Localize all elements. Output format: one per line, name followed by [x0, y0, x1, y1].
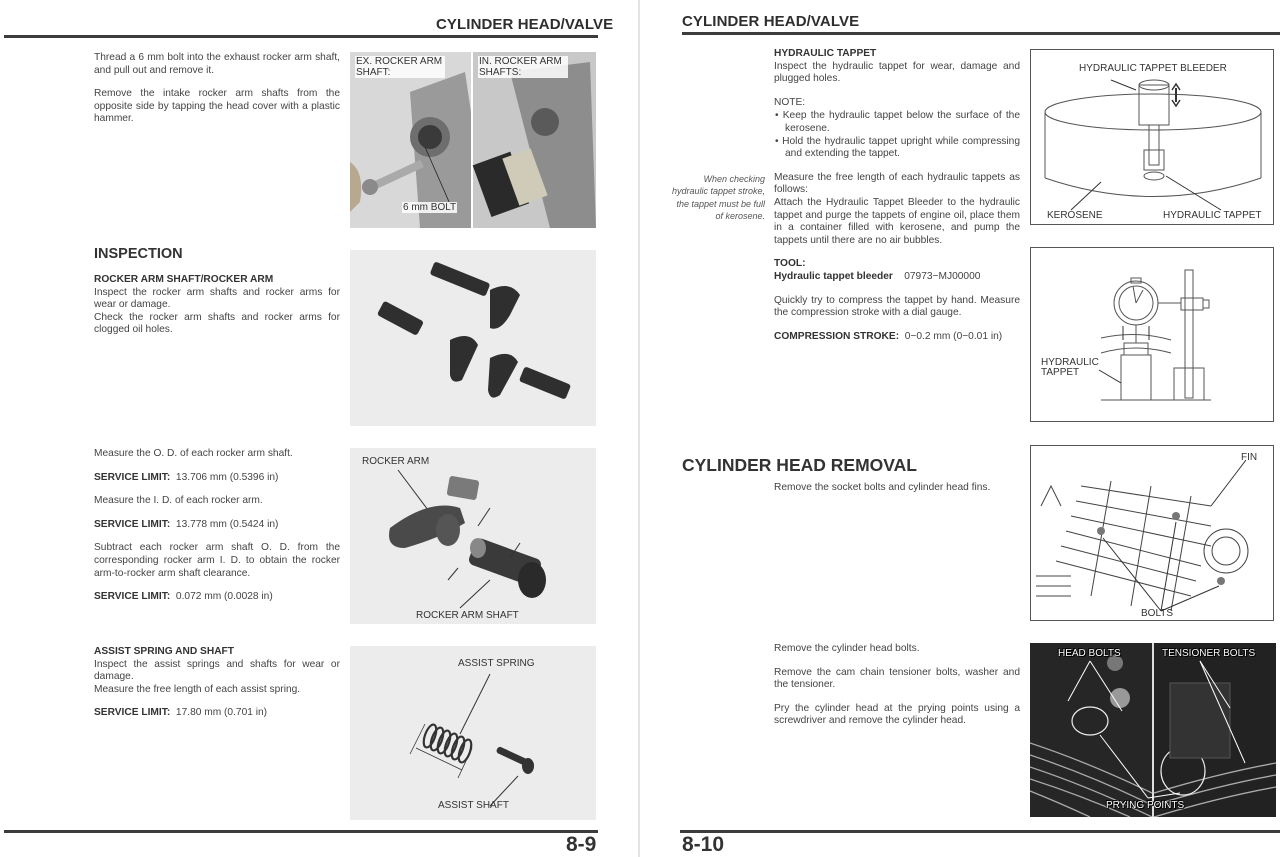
id-limit-value: 13.778 mm (0.5424 in) [175, 518, 279, 530]
clearance-limit-value: 0.072 mm (0.0028 in) [175, 591, 273, 603]
compress-text: Quickly try to compress the tappet by hand. Measure the compression stroke with a dial gauge. [774, 294, 1020, 319]
header-rule [4, 35, 598, 38]
page-8-9 [0, 0, 638, 857]
assist-spring-label: ASSIST SPRING [458, 658, 535, 669]
engine-photo-illustration [350, 52, 596, 228]
measure-tappet-text: Measure the free length of each hydraulic tappets as follows: [774, 171, 1020, 196]
service-limit-label: SERVICE LIMIT: [94, 591, 171, 603]
cylinder-fins-diagram [1030, 445, 1274, 621]
tappet-bleeder-diagram [1030, 49, 1274, 225]
removal-intro-text: Remove the socket bolts and cylinder head fins. [774, 482, 991, 493]
gauge-tappet-label [1041, 358, 1099, 378]
in-rocker-arm-shafts-label: IN. ROCKER ARM SHAFTS: [478, 56, 568, 78]
hydraulic-tappet-heading: HYDRAULIC TAPPET [774, 48, 877, 59]
service-limit-label: SERVICE LIMIT: [94, 707, 171, 719]
rocker-arm-measurement-figure [350, 448, 596, 624]
header-rule [682, 32, 1280, 35]
assist-spring-text [94, 646, 340, 731]
bolts-label: BOLTS [1141, 608, 1174, 619]
tool-label: TOOL: [774, 258, 806, 270]
id-service-limit [94, 519, 340, 532]
note-text: Keep the hydraulic tappet below the surface of the kerosene. [782, 110, 1020, 134]
side-note: When checking hydraulic tappet stroke, the tappet must be full of kerosene. [671, 174, 765, 222]
note-item: • Hold the hydraulic tappet upright while compressing and extending the tappet. [775, 135, 1020, 160]
fins-illustration [1031, 446, 1274, 621]
fin-label: FIN [1241, 452, 1258, 463]
gauge-tappet-label-line1: HYDRAULIC [1041, 357, 1099, 368]
head-bolts-photo [1030, 643, 1276, 817]
od-limit-value: 13.706 mm (0.5396 in) [175, 471, 279, 483]
rocker-arm-shaft-illustration [350, 448, 596, 624]
gauge-tappet-label-line2: TAPPET [1041, 367, 1080, 378]
assist-spring-figure [350, 646, 596, 820]
notes-list [774, 110, 1020, 160]
section-header: CYLINDER HEAD/VALVE [682, 13, 860, 30]
tool-line [774, 271, 1020, 284]
note-label: NOTE: [774, 96, 806, 108]
od-service-limit [94, 472, 340, 485]
prying-points-label: PRYING POINTS [1106, 800, 1185, 811]
intro-text [94, 52, 340, 137]
rocker-arm-inspection-text [94, 274, 340, 337]
removal-step-2: Remove the cylinder head bolts. [774, 643, 920, 654]
removal-step-4: Pry the cylinder head at the prying points using a screwdriver and remove the cylinder head. [774, 702, 1020, 727]
dial-gauge-illustration [1031, 248, 1274, 422]
service-limit-label: SERVICE LIMIT: [94, 518, 171, 530]
ex-rocker-arm-shaft-label: EX. ROCKER ARM SHAFT: [355, 56, 445, 78]
attach-bleeder-text: Attach the Hydraulic Tappet Bleeder to the hydraulic tappet and purge the tappets of engine oil, place them in a container filled with kerosene, and pump the tappets until there are no air bubbles. [774, 196, 1020, 246]
note-item: • Keep the hydraulic tappet below the surface of the kerosene. [775, 110, 1020, 134]
assist-shaft-label: ASSIST SHAFT [438, 800, 509, 811]
section-header: CYLINDER HEAD/VALVE [436, 16, 614, 33]
page-8-10 [640, 0, 1280, 857]
compression-stroke-line [774, 331, 1020, 344]
assist-limit-value: 17.80 mm (0.701 in) [175, 707, 268, 719]
kerosene-label: KEROSENE [1047, 210, 1103, 221]
rocker-arm-label: ROCKER ARM [362, 456, 430, 467]
service-limit-label: SERVICE LIMIT: [94, 471, 171, 483]
measure-od-text: Measure the O. D. of each rocker arm shaft. [94, 448, 293, 459]
assist-spring-illustration [350, 646, 596, 820]
rocker-arms-parts-photo [350, 250, 596, 426]
rocker-parts-illustration [350, 250, 596, 426]
removal-step-3: Remove the cam chain tensioner bolts, washer and the tensioner. [774, 666, 1020, 691]
rocker-arm-shaft-label: ROCKER ARM SHAFT [416, 610, 519, 621]
hydraulic-tappet-text [774, 48, 1020, 354]
removal-steps-text [774, 643, 1020, 739]
intro-paragraph-2: Remove the intake rocker arm shafts from the opposite side by tapping the head cover with a plastic hammer. [94, 88, 340, 125]
stroke-value: 0−0.2 mm (0−0.01 in) [904, 330, 1003, 342]
note-text: Hold the hydraulic tappet upright while compressing and extending the tappet. [782, 135, 1020, 160]
bleeder-label: HYDRAULIC TAPPET BLEEDER [1079, 63, 1227, 74]
head-bolts-label: HEAD BOLTS [1058, 648, 1121, 659]
assist-line-1: Inspect the assist springs and shafts for wear or damage. [94, 658, 340, 683]
clearance-instruction: Subtract each rocker arm shaft O. D. from the corresponding rocker arm I. D. to obtain the rocker arm-to-rocker arm shaft clearance. [94, 542, 340, 579]
assist-line-2: Measure the free length of each assist spring. [94, 683, 301, 695]
page-number: 8-9 [566, 833, 597, 856]
tool-name: Hydraulic tappet bleeder [774, 270, 893, 282]
inspection-heading: INSPECTION [94, 246, 183, 262]
tool-number: 07973−MJ00000 [904, 270, 981, 282]
inspection-line-1: Inspect the rocker arm shafts and rocker arms for wear or damage. [94, 286, 340, 311]
stroke-label: COMPRESSION STROKE: [774, 330, 900, 342]
footer-rule [4, 830, 598, 833]
6mm-bolt-label: 6 mm BOLT [403, 202, 457, 213]
dial-gauge-diagram [1030, 247, 1274, 422]
assist-spring-heading: ASSIST SPRING AND SHAFT [94, 646, 234, 657]
bleeder-container-illustration [1031, 50, 1274, 225]
page-number: 8-10 [682, 833, 725, 856]
tensioner-bolts-label: TENSIONER BOLTS [1162, 648, 1256, 659]
clearance-service-limit [94, 591, 340, 604]
inspection-line-2: Check the rocker arm shafts and rocker arms for clogged oil holes. [94, 311, 340, 336]
measurement-text [94, 448, 340, 615]
rocker-shaft-removal-photo [350, 52, 596, 228]
measure-id-text: Measure the I. D. of each rocker arm. [94, 495, 263, 507]
rocker-arm-subheading: ROCKER ARM SHAFT/ROCKER ARM [94, 274, 274, 285]
intro-paragraph-1: Thread a 6 mm bolt into the exhaust rocker arm shaft, and pull out and remove it. [94, 52, 340, 76]
footer-rule [680, 830, 1280, 833]
cylinder-head-removal-heading: CYLINDER HEAD REMOVAL [682, 455, 917, 475]
hydraulic-tappet-label: HYDRAULIC TAPPET [1163, 210, 1262, 221]
assist-service-limit [94, 707, 340, 720]
head-bolts-photo-illustration [1030, 643, 1276, 817]
tappet-inspect-text: Inspect the hydraulic tappet for wear, damage and plugged holes. [774, 60, 1020, 85]
